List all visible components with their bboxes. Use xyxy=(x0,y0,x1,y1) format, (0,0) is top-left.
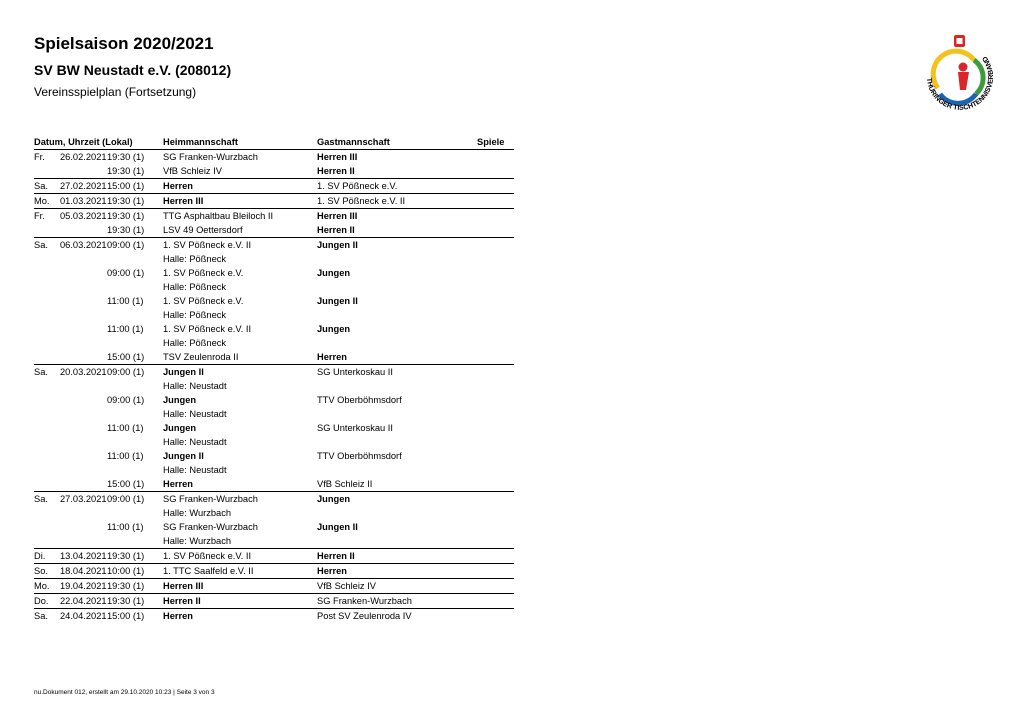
cell-day: Sa. xyxy=(34,611,48,621)
cell-guest-team: Jungen xyxy=(317,494,351,504)
cell-home-team: Herren III xyxy=(163,581,204,591)
cell-home-team: Halle: Neustadt xyxy=(163,409,227,419)
cell-date: 22.04.2021 xyxy=(60,596,107,606)
cell-home-team: 1. SV Pößneck e.V. II xyxy=(163,324,252,334)
cell-home-team: 1. TTC Saalfeld e.V. II xyxy=(163,566,254,576)
table-row xyxy=(34,294,514,308)
table-row xyxy=(34,308,514,322)
cell-time: 19:30 (1) xyxy=(107,551,145,561)
cell-day: Fr. xyxy=(34,211,45,221)
table-row xyxy=(34,393,514,407)
cell-guest-team: Herren III xyxy=(317,152,358,162)
cell-guest-team: Herren II xyxy=(317,551,355,561)
cell-home-team: VfB Schleiz IV xyxy=(163,166,222,176)
cell-date: 27.03.2021 xyxy=(60,494,107,504)
cell-time: 19:30 (1) xyxy=(107,166,145,176)
cell-home-team: Herren III xyxy=(163,196,204,206)
cell-time: 15:00 (1) xyxy=(107,181,145,191)
table-row xyxy=(34,164,514,178)
table-row xyxy=(34,534,514,548)
cell-day: Di. xyxy=(34,551,46,561)
cell-home-team: Halle: Wurzbach xyxy=(163,508,232,518)
table-row xyxy=(34,463,514,477)
cell-time: 15:00 (1) xyxy=(107,479,145,489)
footer-note: nu.Dokument 012, erstellt am 29.10.2020 10:23 | Seite 3 von 3 xyxy=(34,689,215,696)
cell-day: Mo. xyxy=(34,581,50,591)
cell-guest-team: TTV Oberböhmsdorf xyxy=(317,451,402,461)
cell-guest-team: 1. SV Pößneck e.V. xyxy=(317,181,398,191)
cell-guest-team: 1. SV Pößneck e.V. II xyxy=(317,196,406,206)
cell-date: 19.04.2021 xyxy=(60,581,107,591)
cell-guest-team: TTV Oberböhmsdorf xyxy=(317,395,402,405)
table-row xyxy=(34,593,514,608)
cell-date: 05.03.2021 xyxy=(60,211,107,221)
table-row xyxy=(34,379,514,393)
table-row xyxy=(34,350,514,364)
cell-date: 13.04.2021 xyxy=(60,551,107,561)
plan-title: Vereinsspielplan (Fortsetzung) xyxy=(34,85,197,99)
cell-day: Do. xyxy=(34,596,49,606)
cell-time: 09:00 (1) xyxy=(107,367,145,377)
cell-home-team: Halle: Pößneck xyxy=(163,310,227,320)
table-row xyxy=(34,223,514,237)
cell-guest-team: Herren xyxy=(317,352,347,362)
table-row xyxy=(34,193,514,208)
table-row xyxy=(34,563,514,578)
table-row xyxy=(34,266,514,280)
column-home: Heimmannschaft xyxy=(163,137,238,147)
cell-home-team: Jungen xyxy=(163,395,197,405)
table-row xyxy=(34,608,514,623)
cell-date: 20.03.2021 xyxy=(60,367,107,377)
cell-home-team: Halle: Pößneck xyxy=(163,282,227,292)
table-row xyxy=(34,520,514,534)
cell-home-team: 1. SV Pößneck e.V. II xyxy=(163,551,252,561)
cell-guest-team: Post SV Zeulenroda IV xyxy=(317,611,412,621)
cell-day: Fr. xyxy=(34,152,45,162)
cell-time: 11:00 (1) xyxy=(107,423,144,433)
table-body xyxy=(34,150,514,623)
table-row xyxy=(34,336,514,350)
cell-guest-team: Herren xyxy=(317,566,347,576)
cell-home-team: Herren xyxy=(163,181,193,191)
cell-guest-team: Herren III xyxy=(317,211,358,221)
table-row xyxy=(34,407,514,421)
table-row xyxy=(34,421,514,435)
cell-time: 11:00 (1) xyxy=(107,324,144,334)
cell-home-team: Jungen II xyxy=(163,367,204,377)
cell-guest-team: Jungen II xyxy=(317,296,358,306)
cell-day: Sa. xyxy=(34,240,48,250)
cell-date: 26.02.2021 xyxy=(60,152,107,162)
table-row xyxy=(34,208,514,223)
cell-home-team: Jungen xyxy=(163,423,197,433)
cell-guest-team: Jungen xyxy=(317,268,351,278)
cell-guest-team: SG Franken-Wurzbach xyxy=(317,596,412,606)
table-row xyxy=(34,449,514,463)
cell-guest-team: Jungen xyxy=(317,324,351,334)
cell-home-team: Halle: Neustadt xyxy=(163,465,227,475)
cell-home-team: SG Franken-Wurzbach xyxy=(163,152,258,162)
cell-time: 19:30 (1) xyxy=(107,225,145,235)
cell-time: 19:30 (1) xyxy=(107,211,145,221)
cell-home-team: Halle: Pößneck xyxy=(163,254,227,264)
cell-day: Sa. xyxy=(34,367,48,377)
cell-home-team: Halle: Pößneck xyxy=(163,338,227,348)
cell-home-team: LSV 49 Oettersdorf xyxy=(163,225,243,235)
page-title: Spielsaison 2020/2021 xyxy=(34,34,214,53)
cell-home-team: SG Franken-Wurzbach xyxy=(163,494,258,504)
cell-time: 19:30 (1) xyxy=(107,196,145,206)
cell-home-team: Halle: Neustadt xyxy=(163,437,227,447)
table-row xyxy=(34,280,514,294)
cell-time: 09:00 (1) xyxy=(107,268,145,278)
cell-day: Sa. xyxy=(34,494,48,504)
cell-date: 27.02.2021 xyxy=(60,181,107,191)
cell-day: Mo. xyxy=(34,196,50,206)
cell-guest-team: Jungen II xyxy=(317,240,358,250)
table-row xyxy=(34,491,514,506)
cell-home-team: Herren II xyxy=(163,596,201,606)
cell-time: 09:00 (1) xyxy=(107,395,145,405)
cell-home-team: Jungen II xyxy=(163,451,204,461)
cell-guest-team: SG Unterkoskau II xyxy=(317,367,393,377)
table-row xyxy=(34,435,514,449)
cell-guest-team: Herren II xyxy=(317,166,355,176)
cell-time: 10:00 (1) xyxy=(107,566,145,576)
table-row xyxy=(34,178,514,193)
table-row xyxy=(34,364,514,379)
cell-guest-team: SG Unterkoskau II xyxy=(317,423,393,433)
cell-guest-team: Jungen II xyxy=(317,522,358,532)
cell-home-team: Herren xyxy=(163,611,193,621)
cell-time: 15:00 (1) xyxy=(107,611,145,621)
cell-date: 18.04.2021 xyxy=(60,566,107,576)
cell-guest-team: VfB Schleiz II xyxy=(317,479,373,489)
cell-date: 01.03.2021 xyxy=(60,196,107,206)
table-row xyxy=(34,578,514,593)
cell-time: 19:30 (1) xyxy=(107,581,145,591)
table-row xyxy=(34,548,514,563)
cell-home-team: Herren xyxy=(163,479,193,489)
cell-time: 11:00 (1) xyxy=(107,522,144,532)
cell-time: 09:00 (1) xyxy=(107,494,145,504)
table-row xyxy=(34,322,514,336)
cell-home-team: TSV Zeulenroda II xyxy=(163,352,239,362)
cell-day: Sa. xyxy=(34,181,48,191)
cell-time: 19:30 (1) xyxy=(107,596,145,606)
cell-home-team: SG Franken-Wurzbach xyxy=(163,522,258,532)
cell-home-team: 1. SV Pößneck e.V. xyxy=(163,268,244,278)
table-row xyxy=(34,237,514,252)
cell-time: 11:00 (1) xyxy=(107,451,144,461)
column-date: Datum, Uhrzeit (Lokal) xyxy=(34,137,133,147)
cell-home-team: 1. SV Pößneck e.V. xyxy=(163,296,244,306)
cell-home-team: TTG Asphaltbau Bleiloch II xyxy=(163,211,274,221)
schedule-table xyxy=(34,137,514,623)
cell-day: So. xyxy=(34,566,48,576)
cell-time: 11:00 (1) xyxy=(107,296,144,306)
cell-home-team: Halle: Neustadt xyxy=(163,381,227,391)
cell-date: 24.04.2021 xyxy=(60,611,107,621)
cell-home-team: Halle: Wurzbach xyxy=(163,536,232,546)
table-row xyxy=(34,150,514,164)
cell-time: 09:00 (1) xyxy=(107,240,145,250)
cell-guest-team: VfB Schleiz IV xyxy=(317,581,376,591)
column-games: Spiele xyxy=(477,137,505,147)
table-row xyxy=(34,477,514,491)
table-row xyxy=(34,506,514,520)
cell-time: 19:30 (1) xyxy=(107,152,145,162)
table-row xyxy=(34,252,514,266)
club-title: SV BW Neustadt e.V. (208012) xyxy=(34,62,232,78)
cell-time: 15:00 (1) xyxy=(107,352,145,362)
column-guest: Gastmannschaft xyxy=(317,137,390,147)
cell-home-team: 1. SV Pößneck e.V. II xyxy=(163,240,252,250)
logo-lettering: THÜRINGER TISCHTENNISVERBAND xyxy=(924,54,995,112)
table-header xyxy=(34,137,514,150)
cell-guest-team: Herren II xyxy=(317,225,355,235)
association-logo xyxy=(916,32,1002,118)
cell-date: 06.03.2021 xyxy=(60,240,107,250)
